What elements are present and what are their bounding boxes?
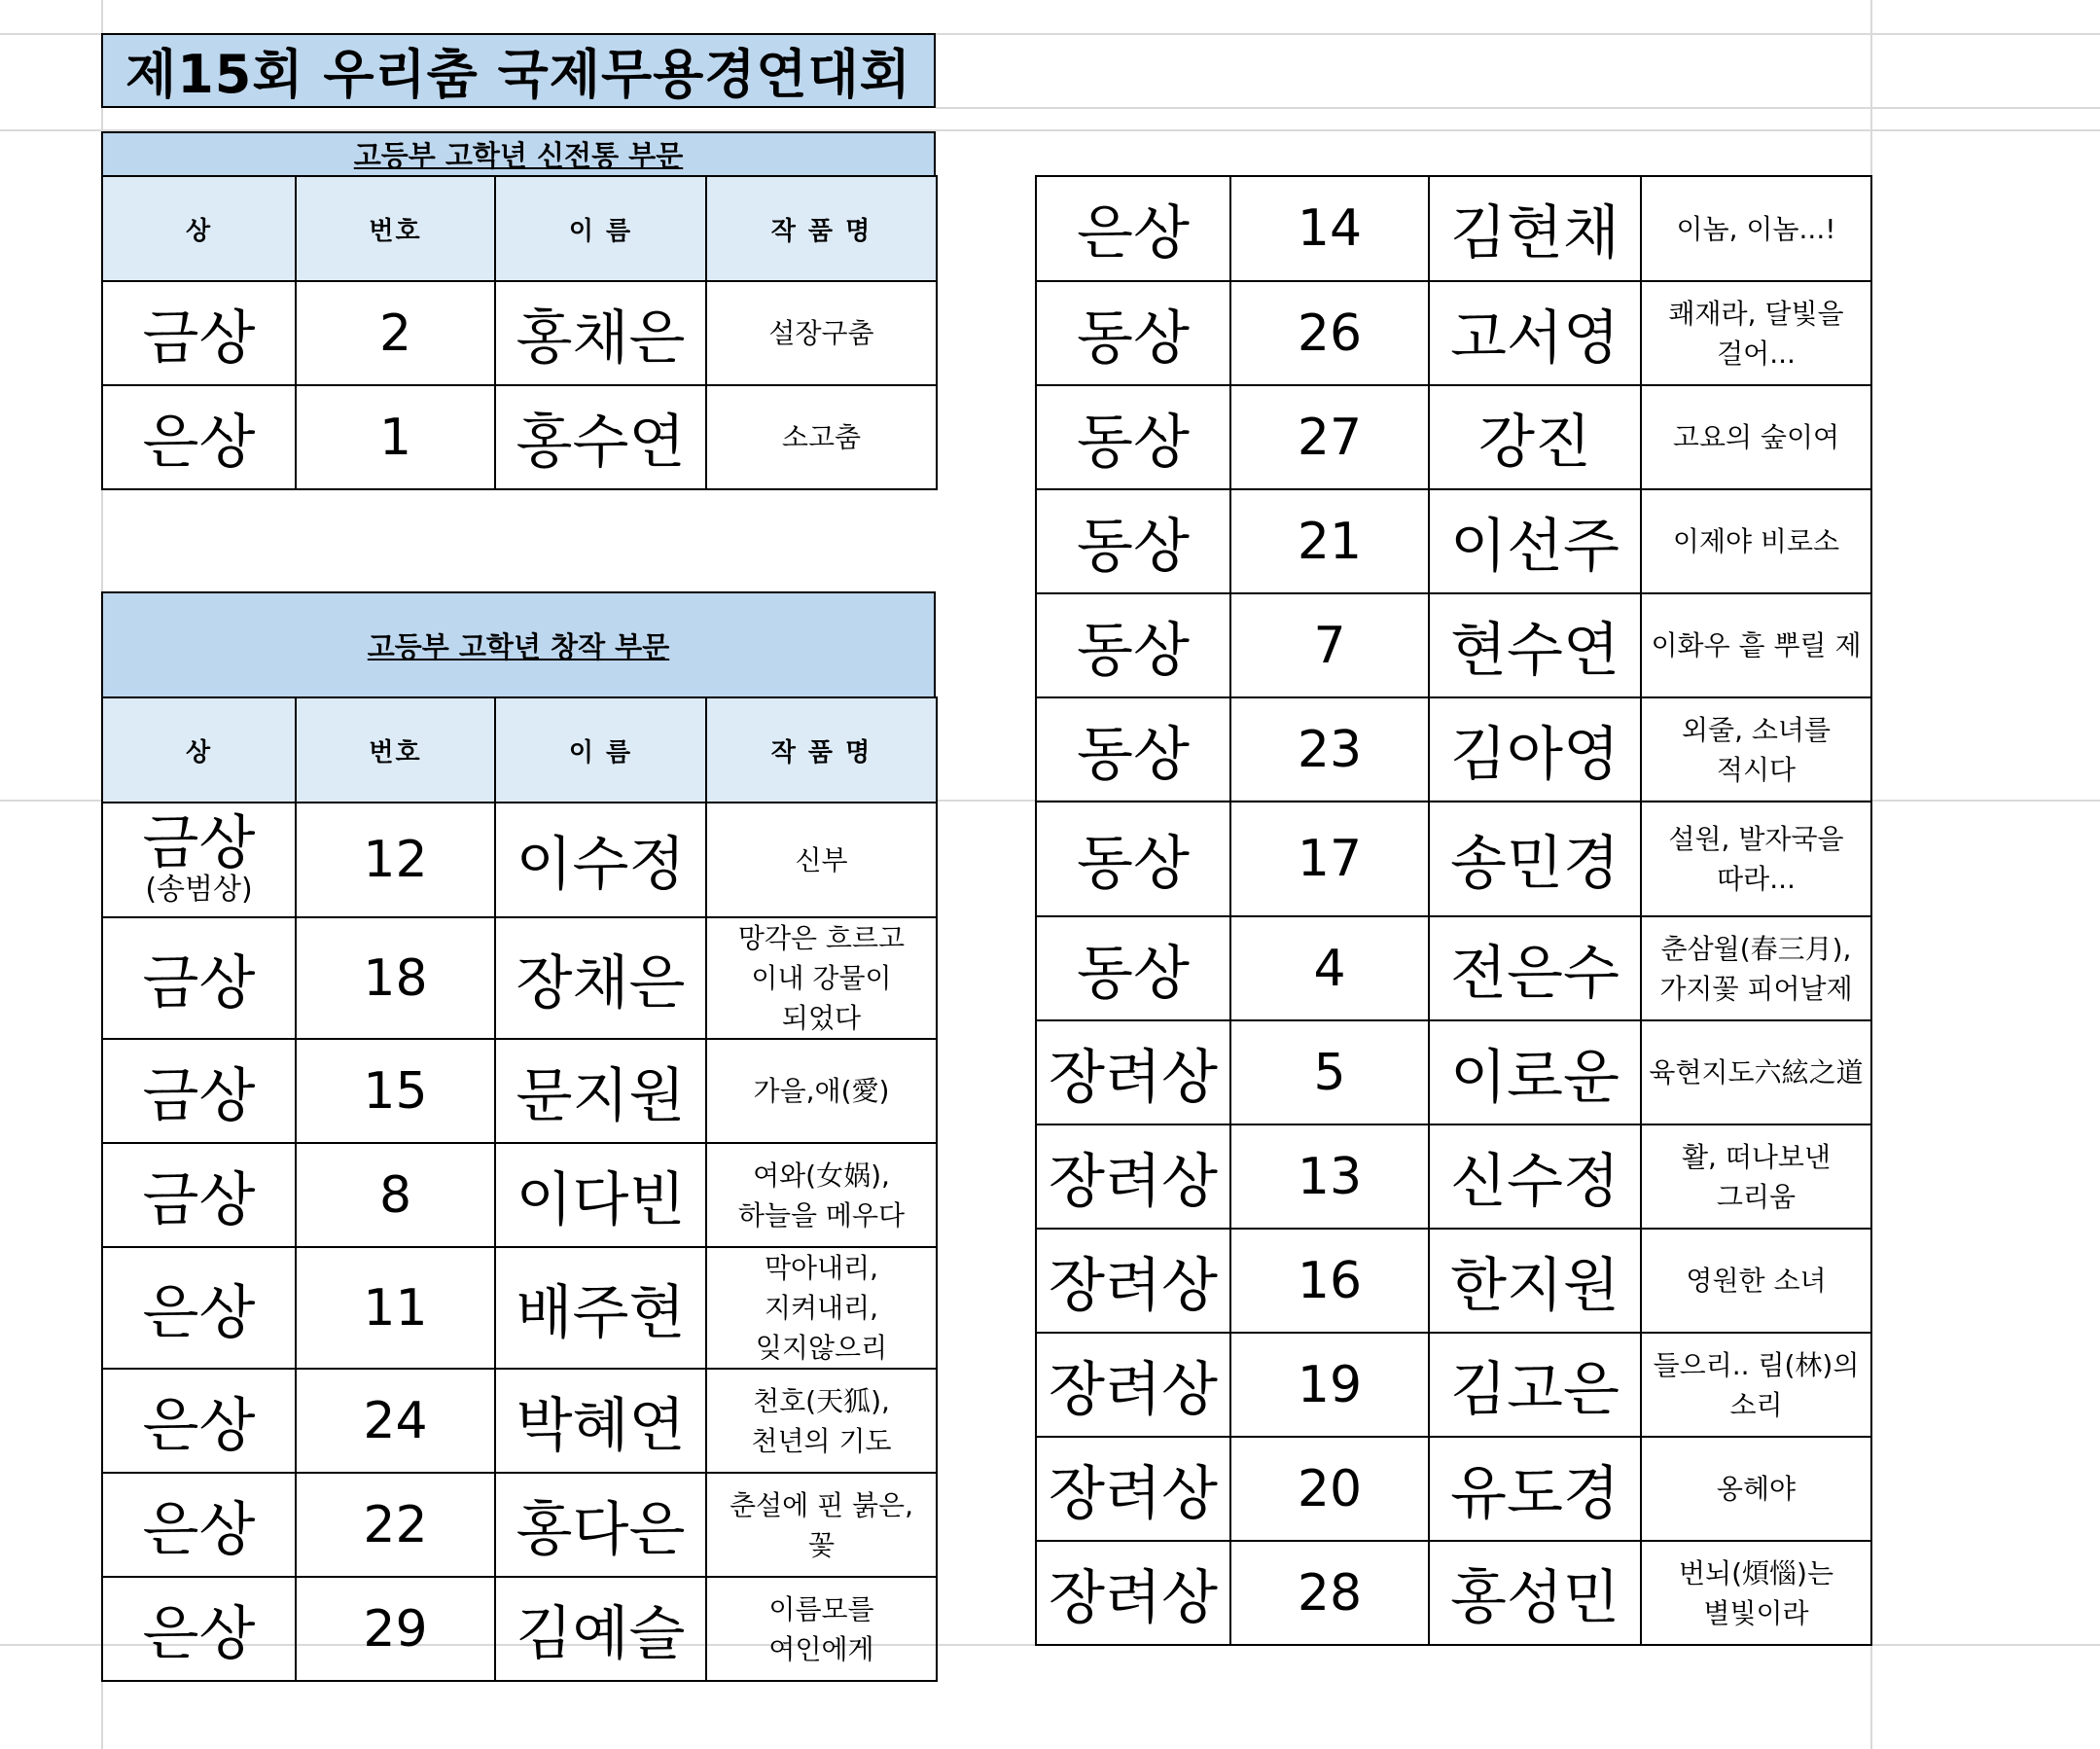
name-cell: 박혜연 — [495, 1369, 706, 1473]
name-cell: 홍채은 — [495, 281, 706, 385]
work-cell: 천호(天狐), 천년의 기도 — [706, 1369, 937, 1473]
number-cell: 23 — [1230, 697, 1429, 802]
table-row — [1036, 1333, 1871, 1437]
award-cell: 장려상 — [1036, 1229, 1230, 1333]
table-header-row — [102, 697, 937, 803]
number-cell: 22 — [296, 1473, 495, 1577]
work-cell: 이놈, 이놈...! — [1641, 176, 1871, 281]
number-cell: 27 — [1230, 385, 1429, 489]
work-cell: 이름모를 여인에게 — [706, 1577, 937, 1681]
header-work: 작 품 명 — [706, 176, 937, 281]
page-title: 제15회 우리춤 국제무용경연대회 — [101, 33, 936, 108]
table-row — [102, 1247, 937, 1369]
award-cell: 동상 — [1036, 916, 1230, 1020]
name-cell: 유도경 — [1429, 1437, 1641, 1541]
work-cell: 외줄, 소녀를 적시다 — [1641, 697, 1871, 802]
header-award: 상 — [102, 697, 296, 803]
number-cell: 7 — [1230, 593, 1429, 697]
work-cell: 여와(女娲), 하늘을 메우다 — [706, 1143, 937, 1247]
work-cell: 망각은 흐르고 이내 강물이 되었다 — [706, 917, 937, 1039]
award-cell: 동상 — [1036, 593, 1230, 697]
award-label: 금상 — [142, 809, 256, 877]
work-cell: 가을,애(愛) — [706, 1039, 937, 1143]
name-cell: 고서영 — [1429, 281, 1641, 385]
name-cell: 김예슬 — [495, 1577, 706, 1681]
results-table-creative-continued — [1035, 175, 1872, 1646]
number-cell: 24 — [296, 1369, 495, 1473]
table-row — [1036, 916, 1871, 1020]
work-cell: 설원, 발자국을 따라... — [1641, 802, 1871, 916]
number-cell: 15 — [296, 1039, 495, 1143]
work-cell: 쾌재라, 달빛을 걸어... — [1641, 281, 1871, 385]
table-row — [102, 385, 937, 489]
table-row — [1036, 697, 1871, 802]
name-cell: 홍다은 — [495, 1473, 706, 1577]
award-cell: 동상 — [1036, 697, 1230, 802]
table-header-row — [102, 176, 937, 281]
award-cell: 동상 — [1036, 802, 1230, 916]
name-cell: 홍수연 — [495, 385, 706, 489]
number-cell: 28 — [1230, 1541, 1429, 1645]
award-cell: 동상 — [1036, 281, 1230, 385]
award-cell: 금상 — [102, 917, 296, 1039]
table-row — [1036, 1020, 1871, 1124]
table-row — [1036, 1437, 1871, 1541]
number-cell: 2 — [296, 281, 495, 385]
table-row — [1036, 489, 1871, 593]
work-cell: 이제야 비로소 — [1641, 489, 1871, 593]
name-cell: 이수정 — [495, 803, 706, 917]
work-cell: 활, 떠나보낸 그리움 — [1641, 1124, 1871, 1229]
name-cell: 김고은 — [1429, 1333, 1641, 1437]
work-cell: 들으리.. 림(林)의 소리 — [1641, 1333, 1871, 1437]
table-row — [102, 1473, 937, 1577]
header-name: 이 름 — [495, 176, 706, 281]
work-cell: 춘설에 핀 붉은, 꽃 — [706, 1473, 937, 1577]
table-row — [1036, 176, 1871, 281]
number-cell: 5 — [1230, 1020, 1429, 1124]
award-cell: 동상 — [1036, 385, 1230, 489]
name-cell: 한지원 — [1429, 1229, 1641, 1333]
section-heading-new-traditional: 고등부 고학년 신전통 부문 — [101, 131, 936, 177]
award-cell: 은상 — [102, 1247, 296, 1369]
name-cell: 김현채 — [1429, 176, 1641, 281]
name-cell: 강진 — [1429, 385, 1641, 489]
award-cell: 장려상 — [1036, 1333, 1230, 1437]
award-cell: 은상 — [1036, 176, 1230, 281]
number-cell: 29 — [296, 1577, 495, 1681]
number-cell: 26 — [1230, 281, 1429, 385]
work-cell: 번뇌(煩惱)는 별빛이라 — [1641, 1541, 1871, 1645]
name-cell: 이로운 — [1429, 1020, 1641, 1124]
award-cell: 장려상 — [1036, 1124, 1230, 1229]
number-cell: 1 — [296, 385, 495, 489]
number-cell: 16 — [1230, 1229, 1429, 1333]
header-award: 상 — [102, 176, 296, 281]
work-cell: 춘삼월(春三月), 가지꽃 피어날제 — [1641, 916, 1871, 1020]
number-cell: 14 — [1230, 176, 1429, 281]
number-cell: 11 — [296, 1247, 495, 1369]
work-cell: 설장구춤 — [706, 281, 937, 385]
number-cell: 12 — [296, 803, 495, 917]
table-row — [102, 1577, 937, 1681]
award-cell — [102, 803, 296, 917]
results-table-new-traditional — [101, 175, 938, 490]
work-cell: 신부 — [706, 803, 937, 917]
header-number: 번호 — [296, 176, 495, 281]
name-cell: 이다빈 — [495, 1143, 706, 1247]
table-row — [102, 1039, 937, 1143]
name-cell: 홍성민 — [1429, 1541, 1641, 1645]
table-row — [1036, 385, 1871, 489]
name-cell: 장채은 — [495, 917, 706, 1039]
name-cell: 신수정 — [1429, 1124, 1641, 1229]
work-cell: 막아내리, 지켜내리, 잊지않으리 — [706, 1247, 937, 1369]
award-cell: 금상 — [102, 1039, 296, 1143]
award-cell: 금상 — [102, 281, 296, 385]
table-row — [102, 1143, 937, 1247]
number-cell: 19 — [1230, 1333, 1429, 1437]
table-row — [1036, 802, 1871, 916]
name-cell: 송민경 — [1429, 802, 1641, 916]
work-cell: 고요의 숲이여 — [1641, 385, 1871, 489]
award-cell: 장려상 — [1036, 1020, 1230, 1124]
table-row — [1036, 1124, 1871, 1229]
table-row — [1036, 281, 1871, 385]
number-cell: 18 — [296, 917, 495, 1039]
award-cell: 금상 — [102, 1143, 296, 1247]
award-cell: 은상 — [102, 1577, 296, 1681]
work-cell: 소고춤 — [706, 385, 937, 489]
table-row — [102, 281, 937, 385]
award-cell: 은상 — [102, 385, 296, 489]
name-cell: 현수연 — [1429, 593, 1641, 697]
name-cell: 김아영 — [1429, 697, 1641, 802]
name-cell: 배주현 — [495, 1247, 706, 1369]
number-cell: 21 — [1230, 489, 1429, 593]
award-cell: 동상 — [1036, 489, 1230, 593]
award-cell: 장려상 — [1036, 1541, 1230, 1645]
header-number: 번호 — [296, 697, 495, 803]
name-cell: 이선주 — [1429, 489, 1641, 593]
work-cell: 육현지도六絃之道 — [1641, 1020, 1871, 1124]
results-table-creative — [101, 696, 938, 1682]
table-row — [102, 1369, 937, 1473]
section-heading-creative: 고등부 고학년 창작 부문 — [101, 591, 936, 698]
header-name: 이 름 — [495, 697, 706, 803]
table-row — [1036, 1229, 1871, 1333]
number-cell: 13 — [1230, 1124, 1429, 1229]
award-cell: 은상 — [102, 1369, 296, 1473]
header-work: 작 품 명 — [706, 697, 937, 803]
number-cell: 8 — [296, 1143, 495, 1247]
name-cell: 문지원 — [495, 1039, 706, 1143]
number-cell: 4 — [1230, 916, 1429, 1020]
table-row — [1036, 1541, 1871, 1645]
work-cell: 영원한 소녀 — [1641, 1229, 1871, 1333]
table-row — [102, 803, 937, 917]
award-cell: 은상 — [102, 1473, 296, 1577]
number-cell: 17 — [1230, 802, 1429, 916]
work-cell: 옹헤야 — [1641, 1437, 1871, 1541]
number-cell: 20 — [1230, 1437, 1429, 1541]
table-row — [102, 917, 937, 1039]
work-cell: 이화우 흩 뿌릴 제 — [1641, 593, 1871, 697]
award-note: (송범상) — [145, 873, 253, 907]
award-cell: 장려상 — [1036, 1437, 1230, 1541]
table-row — [1036, 593, 1871, 697]
name-cell: 전은수 — [1429, 916, 1641, 1020]
